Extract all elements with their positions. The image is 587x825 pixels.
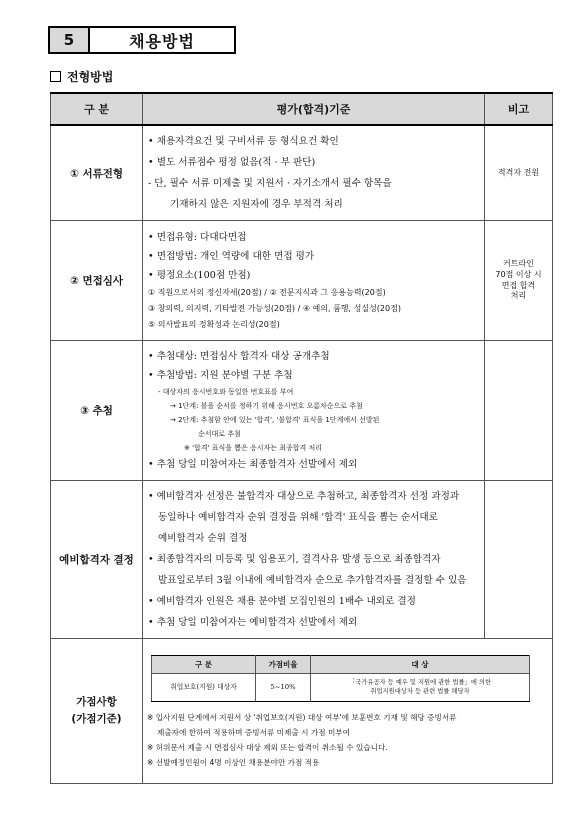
table-row: 취업보호(지원) 대상자 5~10% 「국가유공자 등 예우 및 지원에 관한 법률」에 의한 취업지원대상자 등 관련 법률 해당자 [152,673,530,701]
header-criteria: 평가(합격)기준 [143,93,485,125]
table-row-reserve-candidates [51,481,553,639]
square-bullet-icon [50,71,61,82]
row-label: ① 서류전형 [51,125,143,221]
footnote: ※ 선발예정인원이 4명 이상인 채용분야만 가점 적용 [147,757,320,767]
row-note: 커트라인 70점 이상 시 면접 합격 처리 [485,221,553,341]
row-criteria [143,639,553,784]
row-label: ③ 추첨 [51,341,143,481]
table-row-bonus-points [51,639,553,784]
footnote: ※ 입사지원 단계에서 지원서 상 '취업보호(지원) 대상 여부'에 보훈번호 기재 및 해당 증빙서류 [147,712,457,722]
row-criteria: • 예비합격자 선정은 불합격자 대상으로 추첨하고, 최종합격자 선정 과정과 동일하나 예비합격자 순위 결정을 위해 '합격' 표식을 뽑는 순서대로 예비합격자 순위 결정 • 최종합격자의 미등록 및 임용포기, 결격사유 발생 등으로 최종합격자 발표일로부터 3월 이내에 예비합격자 순으로 추가합격자를 결정할 수 있음 • 예비합격자 인원은 채용 분야별 모집인원의 1배수 내외로 결정 • 추첨 당일 미참여자는 예비합격자 선발에서 제외 [143,481,485,639]
subheading-text: 전형방법 [67,70,114,84]
table-row-document-screening [51,125,553,221]
selection-method-table [50,92,553,784]
section-header [48,26,236,54]
footnote: ※ 허위문서 제출 시 면접심사 대상 제외 또는 합격이 취소될 수 있습니다. [147,742,388,752]
row-label: ② 면접심사 [51,221,143,341]
header-category: 구 분 [51,93,143,125]
bonus-table-header: 구 분 가점비율 대 상 [152,655,530,673]
table-header-row [51,93,553,125]
row-criteria: • 면접유형: 다대다면접 • 면접방법: 개인 역량에 대한 면접 평가 • 평정요소(100점 만점) ① 직원으로서의 정신자세(20점) / ② 전문지식과 그 응용능력(20점) ③ 창의력, 의지력, 기타발전 가능성(20점) / ④ 예의, 품행, 성실성(20점) ⑤ 의사발표의 정확성과 논리성(20점) [143,221,485,341]
row-criteria: • 채용자격요건 및 구비서류 등 형식요건 확인 • 별도 서류점수 평정 없음(적 · 부 판단) - 단, 필수 서류 미제출 및 지원서 · 자기소개서 필수 항목을 기재하지 않은 지원자에 경우 부적격 처리 [143,125,485,221]
section-number: 5 [50,28,90,52]
subheading [50,68,113,85]
row-label: 가점사항 (가점기준) [51,639,143,784]
row-criteria: • 추첨대상: 면접심사 합격자 대상 공개추첨 • 추첨방법: 지원 분야별 구분 추첨 - 대상자의 응시번호와 동일한 번호표를 부여 → 1단계: 볼을 순서를 정하기 위해 응시번호 오름차순으로 추첨 → 2단계: 추첨함 안에 있는 '합격', '불합격' 표식을 1단계에서 선발된 순서대로 추첨 ※ '합격' 표식을 뽑은 응시자는 최종합격 처리 • 추첨 당일 미참여자는 최종합격자 선발에서 제외 [143,341,485,481]
footnote: 제출자에 한하여 적용하며 증빙서류 미제출 시 가점 미부여 [157,727,350,737]
row-note: 적격자 전원 [485,125,553,221]
header-note: 비고 [485,93,553,125]
table-row-lottery [51,341,553,481]
row-label: 예비합격자 결정 [51,481,143,639]
table-row-interview [51,221,553,341]
section-title: 채용방법 [129,31,195,51]
row-note [485,341,553,481]
row-note [485,481,553,639]
bonus-table [151,655,530,702]
